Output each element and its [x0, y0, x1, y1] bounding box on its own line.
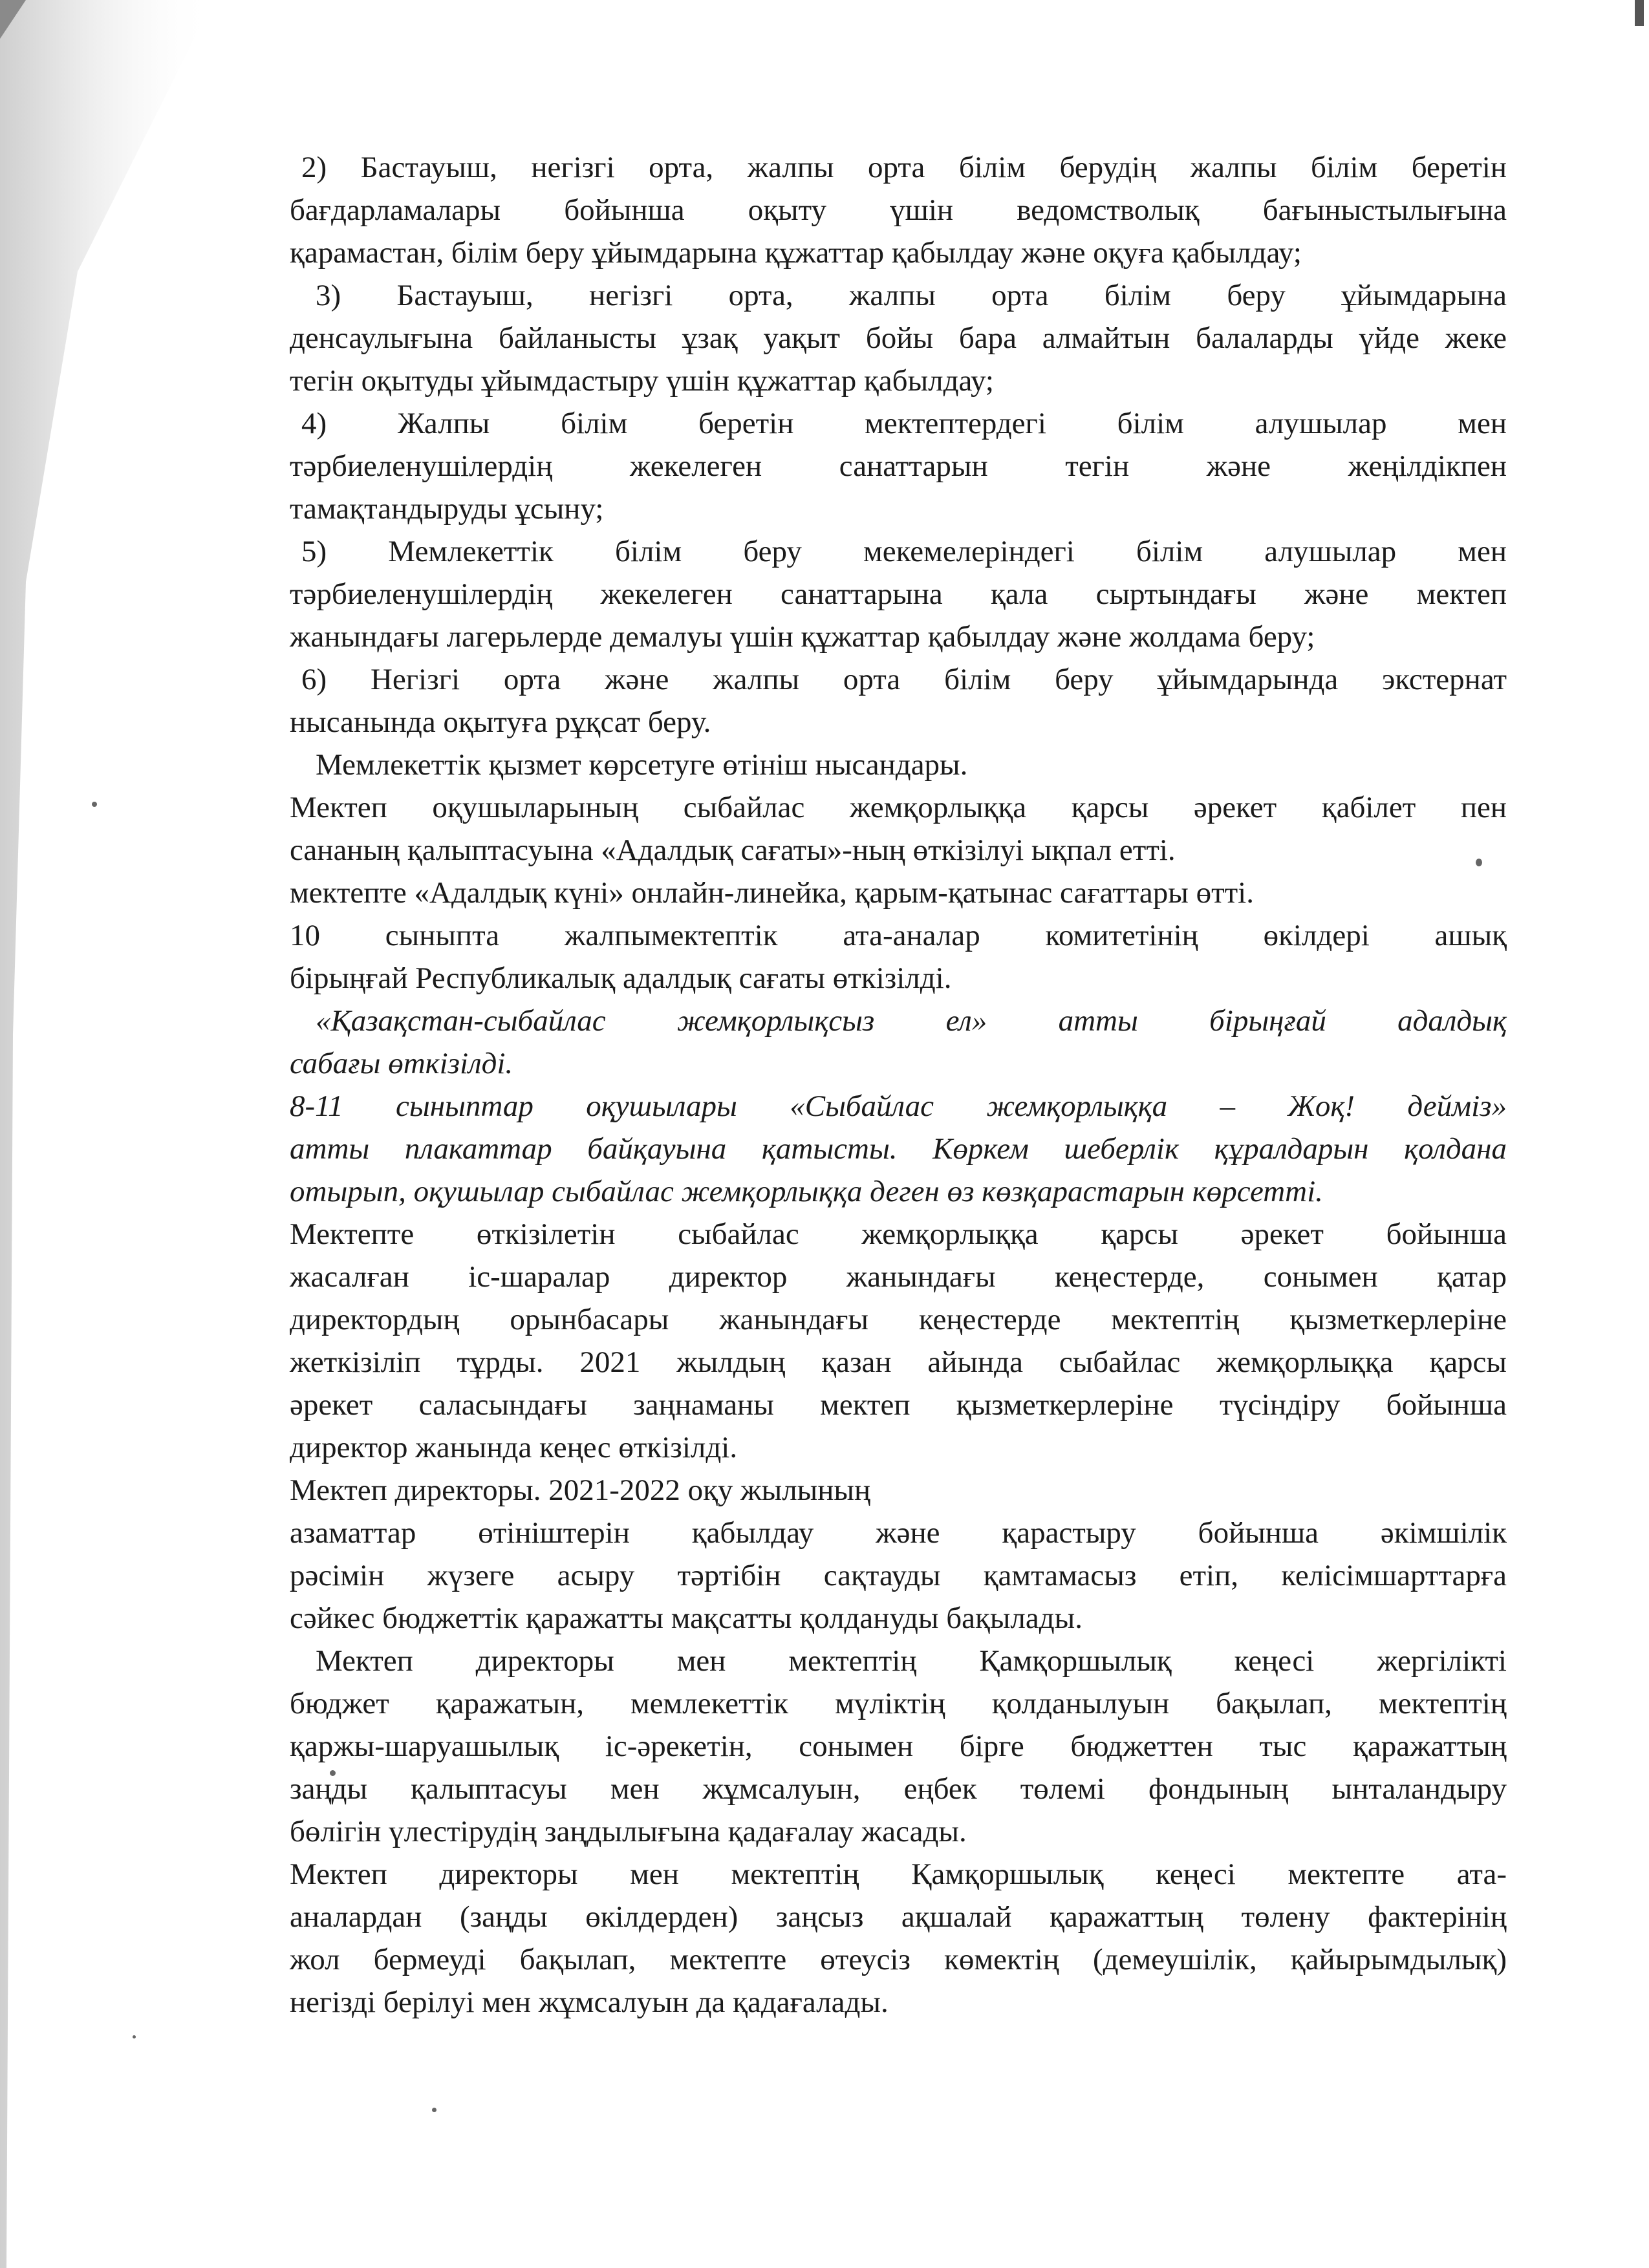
paragraph-item-3	[290, 274, 1507, 402]
text-line: 3) Бастауыш, негізгі орта, жалпы орта білім беру ұйымдарына	[316, 279, 1507, 312]
text-line: азаматтар өтініштерін қабылдау және қарастыру бойынша әкімшілік	[290, 1516, 1507, 1550]
text-line: директор жанында кеңес өткізілді.	[290, 1431, 738, 1464]
paragraph-honesty-hour	[290, 786, 1507, 872]
text-line: бірыңғай Республикалық адалдық сағаты өткізілді.	[290, 961, 952, 995]
scan-speck	[92, 802, 97, 807]
paragraph-citizens	[290, 1512, 1507, 1640]
text-line: жанындағы лагерьлерде демалуы үшін құжаттар қабылдау және жолдама беру;	[290, 620, 1315, 654]
text-line: бағдарламалары бойынша оқыту үшін ведомстволық бағыныстылығына	[290, 193, 1507, 227]
text-line: Мектепте өткізілетін сыбайлас жемқорлыққа қарсы әрекет бойынша	[290, 1217, 1507, 1251]
text-line: 2) Бастауыш, негізгі орта, жалпы орта білім берудің жалпы білім беретін	[301, 151, 1507, 184]
text-line: заңды қалыптасуы мен жұмсалуын, еңбек төлемі фондының ынталандыру	[290, 1772, 1507, 1806]
text-line: Мектеп оқушыларының сыбайлас жемқорлыққа қарсы әрекет қабілет пен	[290, 791, 1507, 824]
text-line: Мектеп директоры мен мектептің Қамқоршылық кеңесі мектепте ата-	[290, 1857, 1507, 1891]
text-line: 4) Жалпы білім беретін мектептердегі білім алушылар мен	[301, 407, 1507, 440]
text-line: жеткізіліп тұрды. 2021 жылдың қазан айында сыбайлас жемқорлыққа қарсы	[290, 1345, 1507, 1379]
text-line: мектепте «Адалдық күні» онлайн-линейка, қарым-қатынас сағаттары өтті.	[290, 876, 1254, 910]
text-line: сананың қалыптасуына «Адалдық сағаты»-ның өткізілуі ықпал етті.	[290, 833, 1176, 867]
text-line: директордың орынбасары жанындағы кеңестерде мектептің қызметкерлеріне	[290, 1303, 1507, 1336]
paragraph-posters	[290, 1085, 1507, 1213]
text-line: бөлігін үлестірудің заңдылығына қадағалау жасады.	[290, 1815, 967, 1848]
text-line: рәсімін жүзеге асыру тәртібін сақтауды қамтамасыз етіп, келісімшарттарға	[290, 1559, 1507, 1592]
paragraph-item-6	[290, 658, 1507, 744]
text-line: 6) Негізгі орта және жалпы орта білім беру ұйымдарында экстернат	[301, 663, 1507, 696]
text-line: сәйкес бюджеттік қаражатты мақсатты қолдануды бақылады.	[290, 1601, 1083, 1635]
text-line: Мектеп директоры. 2021-2022 оқу жылының	[290, 1473, 871, 1507]
paragraph-meetings	[290, 1213, 1507, 1469]
paragraph-board-parents	[290, 1853, 1507, 2024]
paragraph-board-budget	[290, 1640, 1507, 1853]
scan-shadow-edge	[0, 0, 213, 2268]
paragraph-item-4	[290, 402, 1507, 530]
document-page	[290, 146, 1507, 2024]
scan-speck	[133, 2035, 136, 2038]
text-line: 8-11 сыныптар оқушылары «Сыбайлас жемқорлыққа – Жоқ! дейміз»	[290, 1089, 1507, 1123]
text-line: денсаулығына байланысты ұзақ уақыт бойы бара алмайтын балаларды үйде жеке	[290, 321, 1507, 355]
scan-speck	[432, 2108, 436, 2112]
text-line: атты плакаттар байқауына қатысты. Көркем шеберлік құралдарын қолдана	[290, 1132, 1507, 1166]
text-line: қаржы-шаруашылық іс-әрекетін, сонымен бірге бюджеттен тыс қаражаттың	[290, 1729, 1507, 1763]
paragraph-item-2	[290, 146, 1507, 274]
paragraph-forms-heading	[290, 744, 1507, 786]
paragraph-honesty-day	[290, 872, 1507, 914]
text-line: жол бермеуді бақылап, мектепте өтеусіз көмектің (демеушілік, қайырымдылық)	[290, 1943, 1507, 1976]
text-line: сабағы өткізілді.	[290, 1047, 513, 1080]
text-line: жасалған іс-шаралар директор жанындағы кеңестерде, сонымен қатар	[290, 1260, 1507, 1294]
text-line: қарамастан, білім беру ұйымдарына құжаттар қабылдау және оқуға қабылдау;	[290, 236, 1302, 270]
text-line: тегін оқытуды ұйымдастыру үшін құжаттар қабылдау;	[290, 364, 994, 398]
text-line: нысанында оқытуға рұқсат беру.	[290, 705, 711, 739]
paragraph-director-year	[290, 1469, 1507, 1512]
text-line: 5) Мемлекеттік білім беру мекемелеріндегі білім алушылар мен	[301, 535, 1507, 568]
text-line: әрекет саласындағы заңнаманы мектеп қызметкерлеріне түсіндіру бойынша	[290, 1388, 1507, 1422]
scan-border-mark	[1635, 0, 1644, 26]
text-line: 10 сыныпта жалпымектептік ата-аналар комитетінің өкілдері ашық	[290, 919, 1507, 952]
text-line: «Қазақстан-сыбайлас жемқорлықсыз ел» атты бірыңғай адалдық	[316, 1004, 1507, 1038]
text-line: аналардан (заңды өкілдерден) заңсыз ақшалай қаражаттың төлену фактерінің	[290, 1900, 1507, 1934]
text-line: отырып, оқушылар сыбайлас жемқорлыққа деген өз көзқарастарын көрсетті.	[290, 1175, 1323, 1208]
text-line: Мемлекеттік қызмет көрсетуге өтініш нысандары.	[316, 748, 968, 782]
text-line: тәрбиеленушілердің жекелеген санаттарына қала сыртындағы және мектеп	[290, 577, 1507, 611]
paragraph-kazakhstan-lesson	[290, 1000, 1507, 1085]
text-line: Мектеп директоры мен мектептің Қамқоршылық кеңесі жергілікті	[316, 1644, 1507, 1678]
text-line: тамақтандыруды ұсыну;	[290, 492, 604, 526]
text-line: бюджет қаражатын, мемлекеттік мүліктің қолданылуын бақылап, мектептің	[290, 1687, 1507, 1720]
text-line: тәрбиеленушілердің жекелеген санаттарын тегін және жеңілдікпен	[290, 449, 1507, 483]
paragraph-item-5	[290, 530, 1507, 658]
paragraph-grade-10	[290, 914, 1507, 1000]
text-line: негізді берілуі мен жұмсалуын да қадағалады.	[290, 1985, 889, 2019]
